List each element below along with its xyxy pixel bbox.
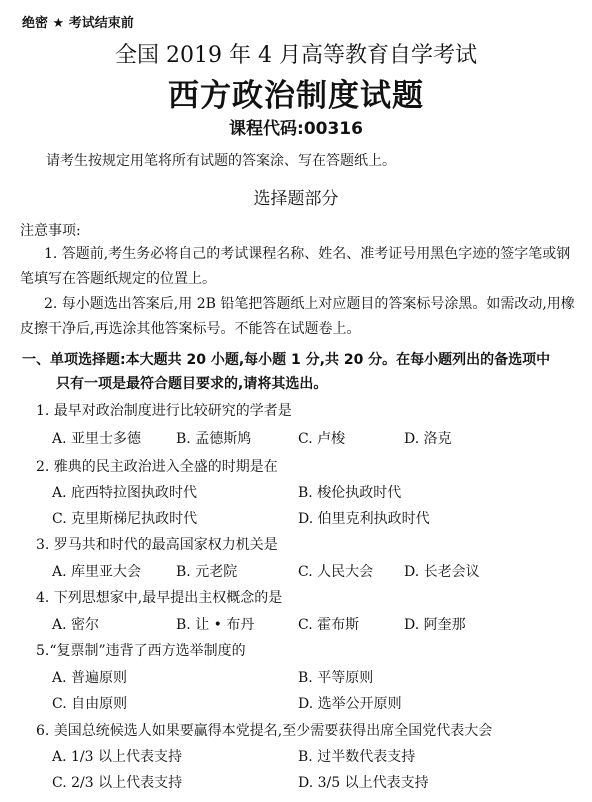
question-option: B. 孟德斯鸠	[176, 431, 252, 447]
question-option: D. 洛克	[404, 431, 452, 447]
part-one-title-line2: 只有一项是最符合题目要求的,请将其选出。	[56, 376, 328, 392]
part-one-title	[22, 348, 550, 396]
exam-title: 全国 2019 年 4 月高等教育自学考试	[115, 43, 477, 68]
general-instruction: 请考生按规定用笔将所有试题的答案涂、写在答题纸上。	[46, 153, 396, 169]
notes-heading: 注意事项:	[20, 223, 81, 239]
question-option: C. 霍布斯	[298, 617, 360, 633]
question-option: C. 2/3 以上代表支持	[52, 775, 183, 791]
question-option: C. 卢梭	[298, 431, 346, 447]
question-option: A. 1/3 以上代表支持	[52, 749, 182, 765]
question-option: A. 亚里士多德	[52, 431, 142, 447]
question-stem: 2. 雅典的民主政治进入全盛的时期是在	[36, 459, 278, 475]
question-option: D. 长老会议	[404, 564, 480, 580]
section-title: 选择题部分	[253, 189, 339, 209]
secret-label: 绝密 ★ 考试结束前	[22, 16, 134, 31]
question-stem: 4. 下列思想家中,最早提出主权概念的是	[36, 590, 283, 606]
question-option: A. 普遍原则	[52, 670, 128, 686]
subject-title: 西方政治制度试题	[168, 78, 424, 114]
question-stem: 3. 罗马共和时代的最高国家权力机关是	[36, 537, 278, 553]
question-option: A. 库里亚大会	[52, 564, 142, 580]
question-option: D. 3/5 以上代表支持	[298, 775, 429, 791]
question-stem: 1. 最早对政治制度进行比较研究的学者是	[36, 403, 292, 419]
question-stem: 6. 美国总统候选人如果要赢得本党提名,至少需要获得出席全国党代表大会	[36, 723, 493, 739]
question-option: B. 让 • 布丹	[176, 617, 255, 633]
question-stem: 5.“复票制”违背了西方选举制度的	[36, 643, 246, 659]
question-option: A. 庇西特拉图执政时代	[52, 485, 198, 501]
question-option: D. 阿奎那	[404, 617, 466, 633]
question-option: C. 自由原则	[52, 696, 128, 712]
question-option: B. 元老院	[176, 564, 238, 580]
question-option: D. 伯里克利执政时代	[298, 511, 430, 527]
note-item: 2. 每小题选出答案后,用 2B 铅笔把答题纸上对应题目的答案标号涂黑。如需改动,用橡皮擦干净后,再选涂其他答案标号。不能答在试题卷上。	[20, 296, 575, 337]
question-option: C. 克里斯梯尼执政时代	[52, 511, 198, 527]
question-option: C. 人民大会	[298, 564, 374, 580]
note-item: 1. 答题前,考生务必将自己的考试课程名称、姓名、准考证号用黑色字迹的签字笔或钢笔填写在答题纸规定的位置上。	[20, 246, 571, 287]
question-option: B. 梭伦执政时代	[298, 485, 402, 501]
question-option: D. 选举公开原则	[298, 696, 402, 712]
course-code: 课程代码:00316	[229, 119, 363, 139]
question-option: B. 平等原则	[298, 670, 374, 686]
part-one-title-line1: 一、单项选择题:本大题共 20 小题,每小题 1 分,共 20 分。在每小题列出的备选项中	[22, 352, 551, 368]
question-option: B. 过半数代表支持	[298, 749, 416, 765]
question-option: A. 密尔	[52, 617, 100, 633]
